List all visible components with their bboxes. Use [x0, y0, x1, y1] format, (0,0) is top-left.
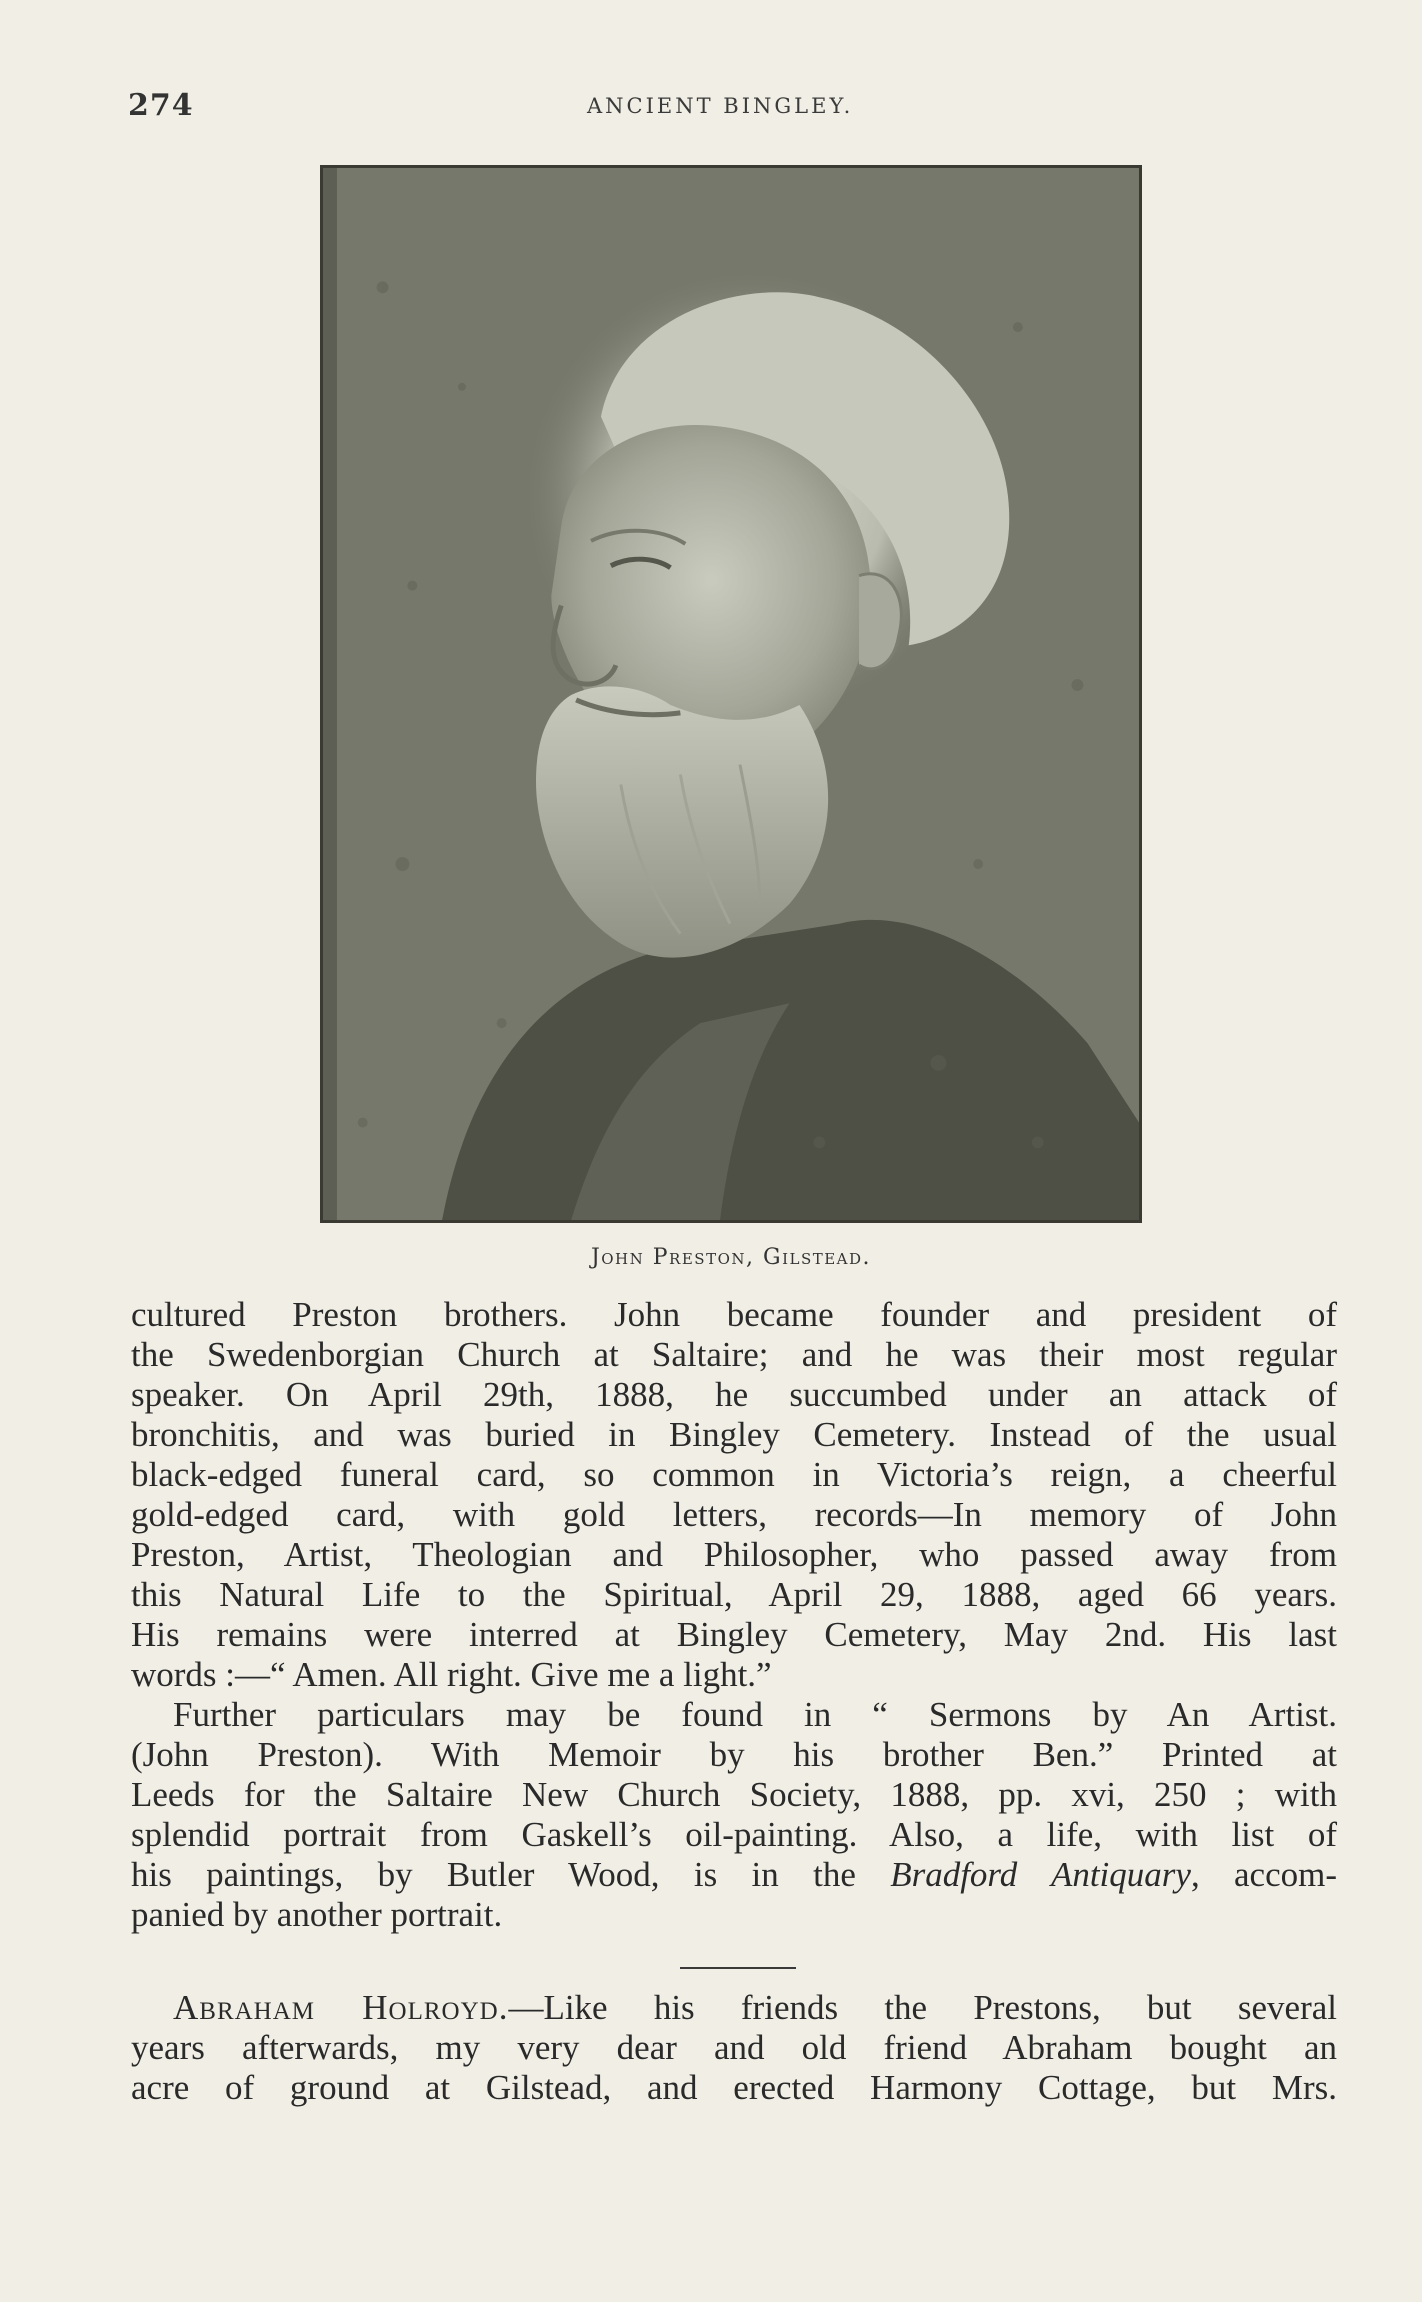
- portrait-image: [323, 168, 1139, 1220]
- text-line: His remains were interred at Bingley Cemetery, May 2nd. His last: [131, 1615, 1337, 1654]
- text-line: Preston, Artist, Theologian and Philosopher, who passed away from: [131, 1535, 1337, 1574]
- section-divider: [680, 1967, 796, 1969]
- text-line: words :—“ Amen. All right. Give me a light.”: [131, 1655, 772, 1694]
- text-segment: —Like his friends the Prestons, but several: [508, 1988, 1337, 2027]
- text-line: Leeds for the Saltaire New Church Society, 1888, pp. xvi, 250 ; with: [131, 1775, 1337, 1814]
- text-line: panied by another portrait.: [131, 1895, 503, 1934]
- paragraph-preston: [131, 1295, 1337, 1935]
- plate-caption: John Preston, Gilstead.: [590, 1245, 872, 1270]
- text-segment: his paintings, by Butler Wood, is in the: [131, 1855, 891, 1894]
- text-line: gold-edged card, with gold letters, records—In memory of John: [131, 1495, 1337, 1534]
- text-line: Further particulars may be found in “ Sermons by An Artist.: [173, 1695, 1337, 1734]
- text-line: this Natural Life to the Spiritual, April 29, 1888, aged 66 years.: [131, 1575, 1337, 1614]
- text-line: cultured Preston brothers. John became founder and president of: [131, 1295, 1337, 1334]
- text-line: bronchitis, and was buried in Bingley Cemetery. Instead of the usual: [131, 1415, 1337, 1454]
- text-line: the Swedenborgian Church at Saltaire; and he was their most regular: [131, 1335, 1337, 1374]
- portrait-plate: [320, 165, 1142, 1223]
- text-line: (John Preston). With Memoir by his brother Ben.” Printed at: [131, 1735, 1337, 1774]
- text-line: speaker. On April 29th, 1888, he succumbed under an attack of: [131, 1375, 1337, 1414]
- text-line: [131, 1855, 1337, 1895]
- text-segment: , accom-: [1190, 1855, 1337, 1894]
- text-line: years afterwards, my very dear and old friend Abraham bought an: [131, 2028, 1337, 2067]
- journal-title: Bradford Antiquary: [890, 1855, 1191, 1894]
- paragraph-holroyd: [131, 1988, 1337, 2108]
- page-number: 274: [128, 88, 194, 123]
- text-line: acre of ground at Gilstead, and erected Harmony Cottage, but Mrs.: [131, 2068, 1337, 2107]
- text-line: splendid portrait from Gaskell’s oil-painting. Also, a life, with list of: [131, 1815, 1337, 1854]
- text-line: black-edged funeral card, so common in Victoria’s reign, a cheerful: [131, 1455, 1337, 1494]
- text-line: [131, 1988, 1337, 2028]
- running-title: ANCIENT BINGLEY.: [587, 94, 854, 118]
- person-name: Abraham Holroyd.: [173, 1988, 509, 2027]
